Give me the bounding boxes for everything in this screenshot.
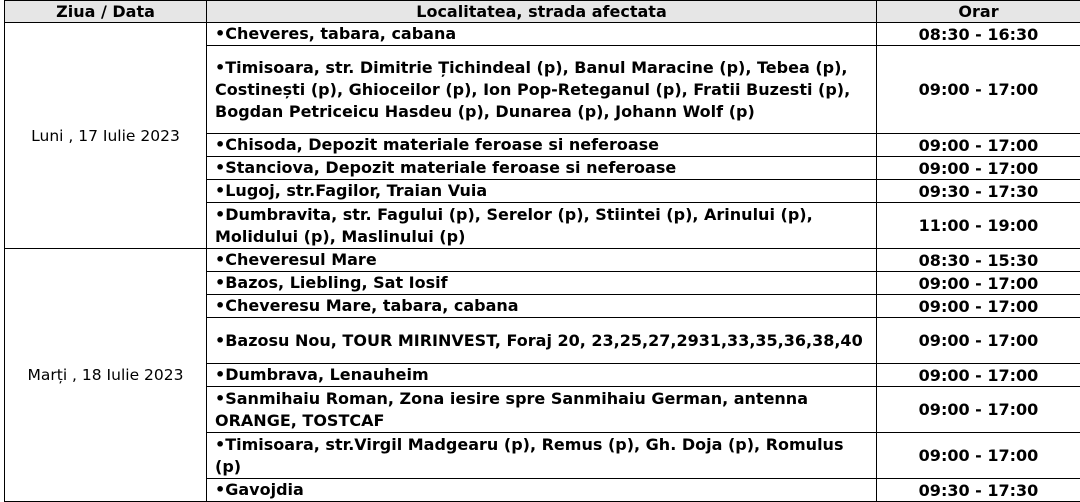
header-row: [5, 1, 1080, 23]
location-cell: •Dumbrava, Lenauheim: [207, 364, 877, 387]
header-time: Orar: [877, 1, 1080, 23]
location-cell: •Timisoara, str.Virgil Madgearu (p), Remus (p), Gh. Doja (p), Romulus (p): [207, 433, 877, 479]
location-cell: •Dumbravita, str. Fagului (p), Serelor (p), Stiintei (p), Arinului (p), Molidului (p), Maslinului (p): [207, 203, 877, 249]
time-cell: 09:30 - 17:30: [877, 180, 1080, 203]
location-cell: •Cheveres, tabara, cabana: [207, 23, 877, 46]
time-cell: 09:30 - 17:30: [877, 479, 1080, 502]
time-cell: 09:00 - 17:00: [877, 433, 1080, 479]
location-cell: •Bazos, Liebling, Sat Iosif: [207, 272, 877, 295]
time-cell: 09:00 - 17:00: [877, 387, 1080, 433]
location-cell: •Gavojdia: [207, 479, 877, 502]
time-cell: 09:00 - 17:00: [877, 157, 1080, 180]
time-cell: 09:00 - 17:00: [877, 295, 1080, 318]
time-cell: 08:30 - 15:30: [877, 249, 1080, 272]
time-cell: 09:00 - 17:00: [877, 46, 1080, 134]
header-date: Ziua / Data: [5, 1, 207, 23]
time-cell: 11:00 - 19:00: [877, 203, 1080, 249]
date-cell: Luni , 17 Iulie 2023: [5, 23, 207, 249]
time-cell: 09:00 - 17:00: [877, 272, 1080, 295]
time-cell: 09:00 - 17:00: [877, 318, 1080, 364]
time-cell: 09:00 - 17:00: [877, 364, 1080, 387]
location-cell: •Bazosu Nou, TOUR MIRINVEST, Foraj 20, 23,25,27,2931,33,35,36,38,40: [207, 318, 877, 364]
header-location: Localitatea, strada afectata: [207, 1, 877, 23]
location-cell: •Chisoda, Depozit materiale feroase si neferoase: [207, 134, 877, 157]
table-row: [5, 249, 1080, 272]
location-cell: •Stanciova, Depozit materiale feroase si neferoase: [207, 157, 877, 180]
time-cell: 09:00 - 17:00: [877, 134, 1080, 157]
location-cell: •Lugoj, str.Fagilor, Traian Vuia: [207, 180, 877, 203]
table-row: [5, 23, 1080, 46]
time-cell: 08:30 - 16:30: [877, 23, 1080, 46]
location-cell: •Cheveresu Mare, tabara, cabana: [207, 295, 877, 318]
location-cell: •Sanmihaiu Roman, Zona iesire spre Sanmihaiu German, antenna ORANGE, TOSTCAF: [207, 387, 877, 433]
outage-schedule-table: [4, 0, 1080, 502]
date-cell: Marți , 18 Iulie 2023: [5, 249, 207, 502]
location-cell: •Timisoara, str. Dimitrie Țichindeal (p), Banul Maracine (p), Tebea (p), Costinești (p), Ghioceilor (p), Ion Pop-Reteganul (p), Fratii Buzesti (p), Bogdan Petriceicu Hasdeu (p), Dunarea (p), Johann Wolf (p): [207, 46, 877, 134]
location-cell: •Cheveresul Mare: [207, 249, 877, 272]
